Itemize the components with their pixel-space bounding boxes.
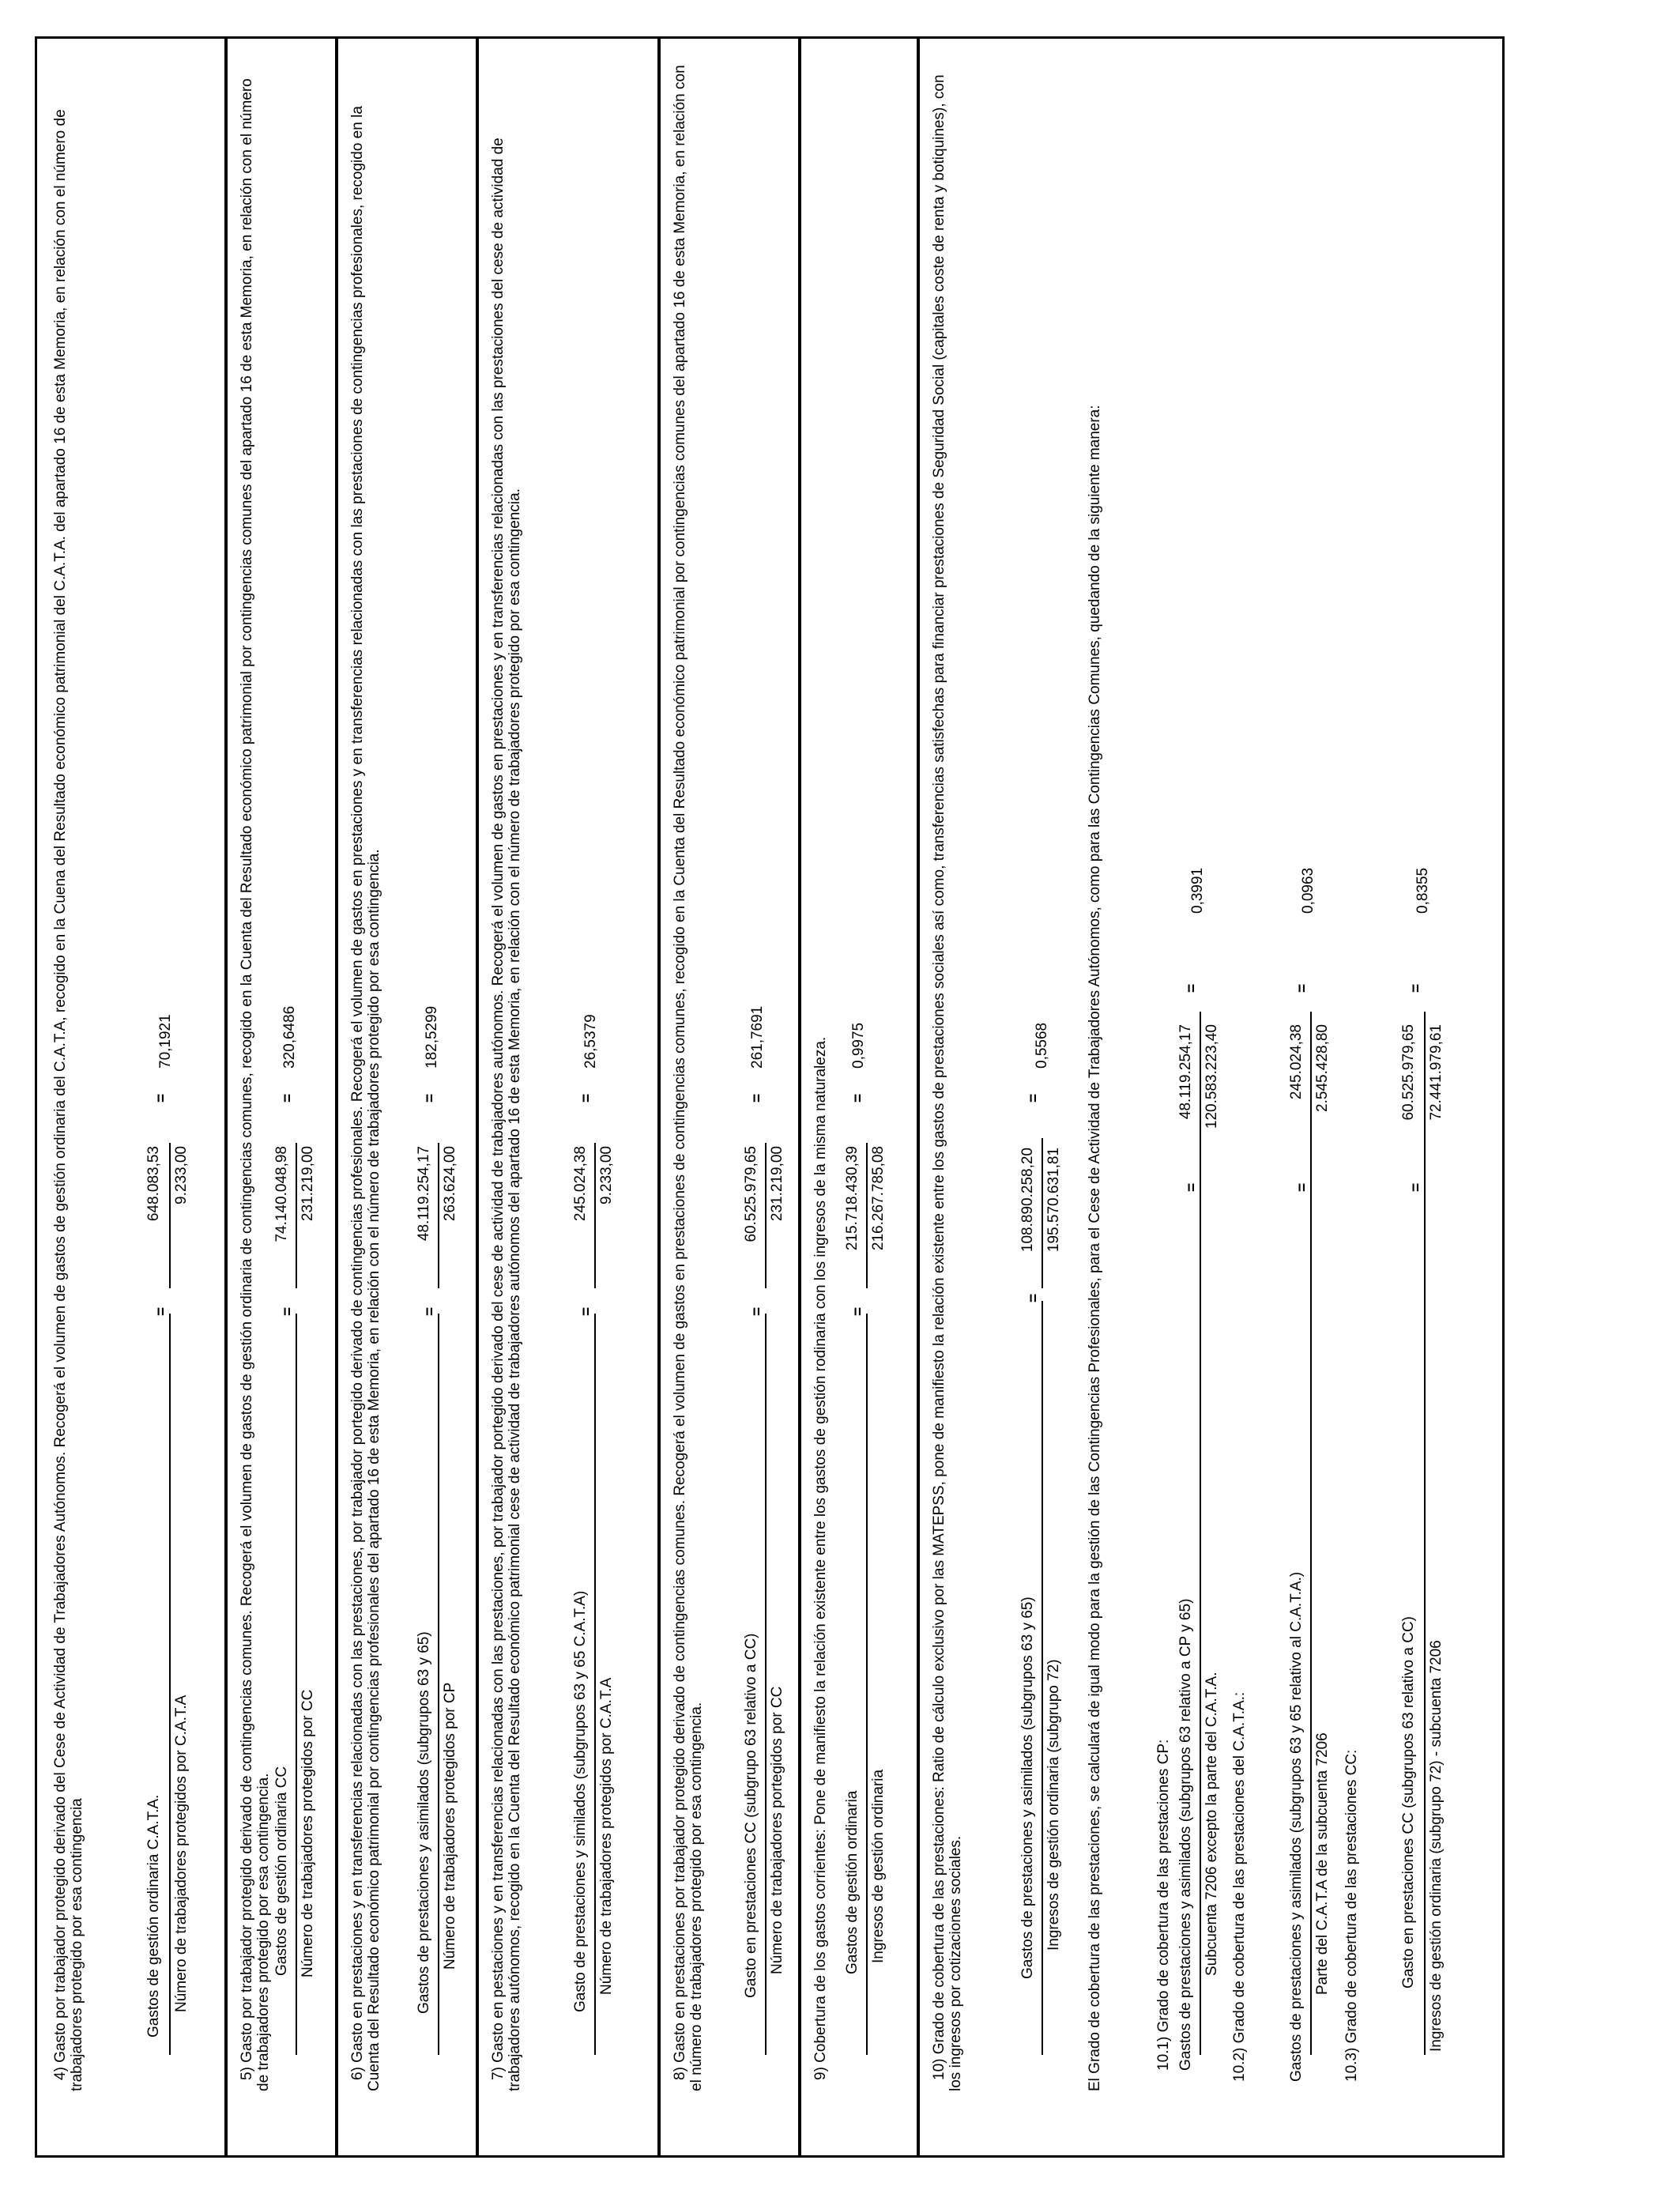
equals-sign: =	[749, 1306, 766, 1316]
numerator-label: Gasto de prestaciones y similados (subgrupos 63 y 65 C.A.T.A)	[572, 1590, 589, 2012]
subsection-10-1-title: 10.1) Grado de cobertura de las prestaciones CP:	[1155, 1739, 1172, 2071]
equals-sign: =	[153, 1306, 170, 1316]
denominator-label: Parte del C.A.T.A de la subcuenta 7206	[1314, 1732, 1331, 1995]
denominator-value: 231.219,00	[769, 1146, 785, 1222]
denominator-label: Ingresos de gestión ordinaria	[870, 1769, 887, 1963]
denominator-label: Número de trabajadores protegidos por CC	[299, 1689, 316, 1977]
equals-sign: =	[153, 1093, 170, 1103]
result-value: 0,9975	[850, 1022, 867, 1069]
numerator-label: Gasto en prestaciones CC (subgrupo 63 relativo a CC)	[743, 1633, 759, 1998]
equals-sign: =	[422, 1093, 439, 1103]
numerator-value: 48.119.254,17	[1177, 1024, 1194, 1120]
denominator-value: 2.545.428,80	[1314, 1024, 1331, 1112]
denominator-value: 9.233,00	[173, 1146, 190, 1204]
denominator-label: Número de trabajadores protegidos por CP	[442, 1682, 458, 1970]
section-5-text: 5) Gasto por trabajador protegido derivado de contingencias comunes. Recogerá el volumen de gastos de gestión ordinaria de contingencias comunes, recogido en la Cuenta del Resultado económico patrimonial por contingencias comunes del apartado 16 de esta Memoria, en relación con el número de trabajadores protegido por esa contingencia.	[239, 78, 272, 2091]
section-band	[657, 36, 661, 2158]
fraction-bar	[1200, 1170, 1201, 2055]
result-value: 182,5299	[424, 1005, 440, 1069]
equals-sign: =	[1184, 1182, 1200, 1192]
equals-sign: =	[850, 1306, 867, 1316]
section-10-text: 10) Grado de cobertura de las prestaciones: Ratio de cálculo exclusivo por las MATEPSS, pone de manifiesto la relación existente entre los gastos de prestaciones sociales así como, transferencias satisfechas para financiar prestaciones de Seguridad Social (capitales coste de renta y botiquines), con los ingresos por cotizaciones sociales.	[931, 74, 964, 2091]
denominator-label: Ingresos de gestión ordinaria (subgrupo 72) - subcuenta 7206	[1428, 1640, 1445, 2052]
equals-sign: =	[578, 1306, 595, 1316]
section-9	[798, 36, 917, 2158]
result-value: 0,0963	[1300, 867, 1317, 914]
value-bar	[1200, 1012, 1201, 1174]
value-bar	[1042, 1138, 1043, 1288]
equals-sign: =	[1026, 1293, 1042, 1302]
denominator-value: 195.570.631,81	[1045, 1148, 1062, 1253]
section-9-text: 9) Cobertura de los gastos corrientes: Pone de manifiesto la relación existente entre los gastos de gestión rodinaria con los ingresos de la misma naturaleza.	[812, 1036, 829, 2080]
result-value: 0,8355	[1414, 867, 1431, 914]
denominator-value: 120.583.223,40	[1203, 1024, 1220, 1129]
numerator-value: 60.525.979,65	[743, 1146, 759, 1242]
result-value: 70,1921	[157, 1014, 174, 1069]
section-6	[335, 36, 476, 2158]
numerator-label: Gastos de gestión ordinaria CC	[273, 1766, 290, 1976]
equals-sign: =	[1294, 1182, 1311, 1192]
section-8-text: 8) Gasto en prestaciones por trabajador protegido derivado de contingencias comunes. Recogerá el volumen de gastos en prestaciones de contingencias comunes, recogido en la Cuenta del Resultado económico patrimonial por contingencias comunes del apartado 16 de esta Memoria, en relación con el número de trabajadores protegido por esa contingencia.	[672, 65, 705, 2091]
result-value: 0,3991	[1189, 867, 1206, 914]
fraction-bar	[1424, 1170, 1426, 2055]
numerator-label: Gastos de prestaciones y asimilados (subgrupos 63 relativo a CP y 65)	[1177, 1598, 1194, 2071]
denominator-value: 231.219,00	[299, 1146, 316, 1222]
numerator-value: 108.890.258,20	[1019, 1148, 1036, 1253]
value-bar	[1310, 1012, 1312, 1174]
numerator-label: Gastos de prestaciones y asimilados (subgrupos 63 y 65)	[1019, 1596, 1036, 1979]
denominator-label: Número de trabajadores protegidos por C.A.T.A	[173, 1695, 190, 2012]
numerator-label: Gastos de gestión ordinaria	[844, 1790, 861, 1974]
denominator-label: Número de trabajadores protegidos por C.A.T.A	[598, 1677, 615, 1995]
section-band	[917, 36, 920, 2158]
result-value: 320,6486	[281, 1005, 298, 1069]
section-4-text: 4) Gasto por trabajador protegido derivado del Cese de Actividad de Trabajadores Autónomos. Recogerá el volumen de gastos de gestión ordinaria del C.A.T.A, recogido en la Cuena del Resultado económico patrimonial del C.A.T.A. del apartado 16 de esta Memoria, en relación con el número de trabajadores protegido por esa contingencia	[52, 109, 85, 2091]
equals-sign: =	[578, 1093, 595, 1103]
numerator-value: 648.083,53	[145, 1146, 162, 1222]
fraction-bar	[594, 1314, 596, 2055]
value-bar	[1424, 1012, 1426, 1174]
numerator-value: 48.119.254,17	[416, 1146, 432, 1242]
equals-sign: =	[1026, 1093, 1042, 1103]
section-band	[476, 36, 479, 2158]
section-band	[798, 36, 801, 2158]
denominator-value: 216.267.785,08	[870, 1146, 887, 1251]
denominator-label: Ingresos de gestión ordinaria (subgrupo 72)	[1045, 1659, 1062, 1951]
equals-sign: =	[1184, 983, 1200, 993]
equals-sign: =	[1408, 983, 1425, 993]
equals-sign: =	[280, 1306, 296, 1316]
equals-sign: =	[1294, 983, 1311, 993]
fraction-bar	[296, 1314, 297, 2055]
fraction-bar	[1310, 1170, 1312, 2055]
numerator-value: 60.525.979,65	[1400, 1024, 1417, 1121]
equals-sign: =	[850, 1093, 867, 1103]
section-10	[917, 36, 1505, 2158]
section-band	[224, 36, 228, 2158]
equals-sign: =	[422, 1306, 439, 1316]
section-band	[335, 36, 338, 2158]
value-bar	[438, 1143, 439, 1288]
equals-sign: =	[1408, 1182, 1425, 1192]
numerator-label: Gastos de prestaciones y asimilados (subgrupos 63 y 65)	[416, 1631, 432, 2014]
result-value: 26,5379	[582, 1014, 599, 1069]
fraction-bar	[765, 1314, 767, 2055]
fraction-bar	[1042, 1301, 1043, 2055]
value-bar	[296, 1143, 297, 1288]
numerator-label: Gastos de prestaciones y asimilados (subgrupos 63 y 65 relativo al C.A.T.A.)	[1288, 1571, 1305, 2082]
fraction-bar	[438, 1314, 439, 2055]
result-value: 0,5568	[1034, 1022, 1050, 1069]
value-bar	[169, 1143, 171, 1288]
numerator-value: 245.024,38	[1288, 1024, 1305, 1100]
equals-sign: =	[749, 1093, 766, 1103]
section-7-text: 7) Gasto en pestaciones y en transferencias relacionadas con las prestaciones, por trabajador portegido derivado del cese de actividad de trabajadores autónomos. Recogerá el volumen de gastos en prestaciones y en transferencias relacionadas con las prestaciones del cese de actividad de trabajadores autónomos, recogido en la Cuenta del Resultado económico patrimonial cese de actividad de trabajadores autónomos del apartado 16 de esta Memoria, en relación con el número de trabajadores protegido por esa contingencia.	[490, 138, 523, 2091]
subsection-10-2-title: 10.2) Grado de cobertura de las prestaciones del C.A.T.A.:	[1231, 1691, 1248, 2082]
value-bar	[866, 1143, 868, 1288]
numerator-label: Gastos de gestión ordinaria C.A.T.A.	[145, 1794, 162, 2038]
denominator-label: Número de trabajadores portegidos por CC	[769, 1686, 785, 1974]
numerator-label: Gasto en prestaciones CC (subgrupos 63 relativo a CC)	[1400, 1615, 1417, 1989]
numerator-value: 215.718.430,39	[844, 1146, 861, 1251]
section-6-text: 6) Gasto en prestaciones y en transferencias relacionadas con las prestaciones, por trabajador portegido derivado de contingencias profesionales. Recogerá el volumen de gastos en prestaciones y en transferencias relacionadas con las prestaciones de contingencias profesionales, recogido en la Cuenta del Resultado económico patrimonial por contingencias profesionales del apartado 16 de esta Memoria, en relación con el número de trabajadores protegido por esa contingencia.	[349, 106, 382, 2091]
section-8	[657, 36, 798, 2158]
denominator-value: 72.441.979,61	[1428, 1024, 1445, 1121]
result-value: 261,7691	[749, 1005, 766, 1069]
subsection-10-3-title: 10.3) Grado de cobertura de las prestaciones CC:	[1343, 1749, 1360, 2082]
section-5	[224, 36, 335, 2158]
equals-sign: =	[280, 1093, 296, 1103]
denominator-value: 9.233,00	[598, 1146, 615, 1204]
denominator-value: 263.624,00	[442, 1146, 458, 1222]
section-7	[476, 36, 657, 2158]
numerator-value: 245.024,38	[572, 1146, 589, 1222]
fraction-bar	[169, 1314, 171, 2055]
value-bar	[594, 1143, 596, 1288]
value-bar	[765, 1143, 767, 1288]
fraction-bar	[866, 1314, 868, 2055]
section-4	[35, 36, 224, 2158]
section-10-note: El Grado de cobertura de las prestaciones, se calculará de igual modo para la gestión de las Contingencias Profesionales, para el Cese de Actividad de Trabajadores Autónomos, como para las Contingencias Comunes, quedando de la siguiente manera:	[1087, 405, 1103, 2091]
numerator-value: 74.140.048,98	[273, 1146, 290, 1242]
denominator-label: Subcuenta 7206 excepto la parte del C.A.T.A.	[1203, 1672, 1220, 1976]
